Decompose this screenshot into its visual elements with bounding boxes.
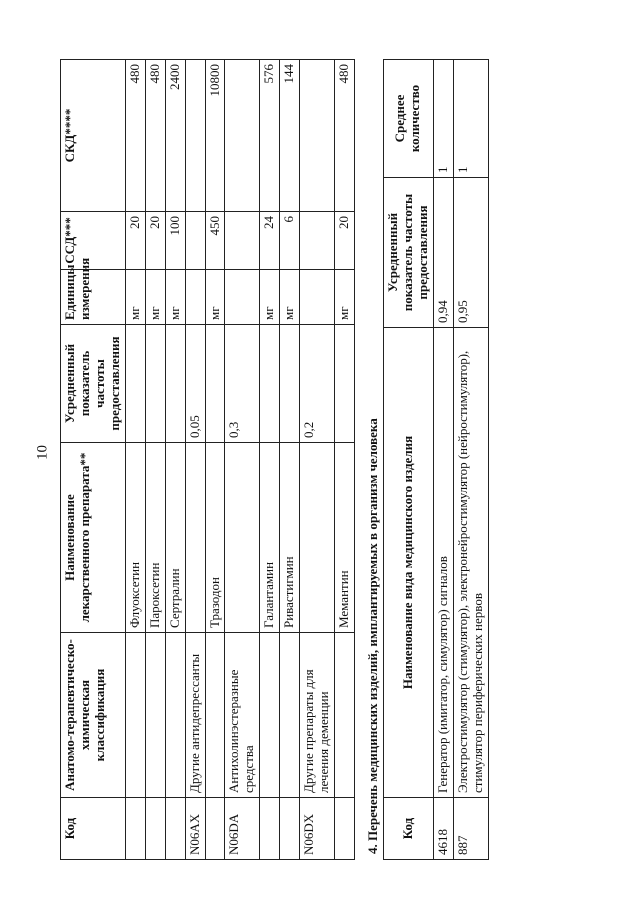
cell-drug: Тразодон	[205, 443, 225, 633]
section-4-title: 4. Перечень медицинских изделий, имплантируемых в организм человека	[365, 418, 380, 854]
cell-ssd	[300, 212, 335, 270]
header-unit: Единицы измерения	[61, 270, 126, 325]
medical-devices-table	[383, 59, 489, 860]
cell-freq: 0,05	[185, 325, 205, 443]
cell-code: N06AX	[185, 798, 205, 860]
cell-freq: 0,95	[453, 178, 488, 328]
cell-ssd: 450	[205, 212, 225, 270]
table-row	[165, 60, 185, 860]
cell-skd: 480	[335, 60, 355, 212]
cell-ssd: 20	[145, 212, 165, 270]
cell-unit	[225, 270, 260, 325]
cell-ssd: 100	[165, 212, 185, 270]
cell-atc: Антихолинэстеразные средства	[225, 633, 260, 798]
header-skd: СКД****	[61, 60, 126, 212]
cell-atc	[165, 633, 185, 798]
cell-unit: мг	[145, 270, 165, 325]
header-code: Код	[384, 798, 434, 860]
cell-atc	[125, 633, 145, 798]
cell-ssd: 6	[280, 212, 300, 270]
cell-skd: 480	[125, 60, 145, 212]
cell-atc: Другие антидепрессанты	[185, 633, 205, 798]
cell-skd: 480	[145, 60, 165, 212]
header-code: Код	[61, 798, 126, 860]
cell-atc	[335, 633, 355, 798]
cell-freq	[165, 325, 185, 443]
rotated-document-content	[60, 60, 640, 860]
header-ssd: ССД***	[61, 212, 126, 270]
cell-atc	[145, 633, 165, 798]
cell-drug	[225, 443, 260, 633]
table-row	[280, 60, 300, 860]
cell-atc	[205, 633, 225, 798]
cell-freq	[335, 325, 355, 443]
header-device-type: Наименование вида медицинского изделия	[384, 328, 434, 798]
cell-atc	[280, 633, 300, 798]
table-row	[433, 60, 453, 860]
page-number: 10	[34, 445, 51, 460]
table-row	[335, 60, 355, 860]
cell-drug	[300, 443, 335, 633]
cell-code	[145, 798, 165, 860]
cell-code	[335, 798, 355, 860]
cell-ssd	[225, 212, 260, 270]
cell-drug: Сертралин	[165, 443, 185, 633]
cell-atc	[260, 633, 280, 798]
cell-ssd: 20	[125, 212, 145, 270]
cell-code	[125, 798, 145, 860]
table-row	[453, 60, 488, 860]
table-row	[260, 60, 280, 860]
table-row	[125, 60, 145, 860]
cell-unit: мг	[205, 270, 225, 325]
cell-freq	[260, 325, 280, 443]
cell-unit	[300, 270, 335, 325]
header-drug-name: Наименование лекарственного препарата**	[61, 443, 126, 633]
cell-code: 887	[453, 798, 488, 860]
table-row	[225, 60, 260, 860]
header-frequency: Усредненный показатель частоты предоставления	[61, 325, 126, 443]
table-row	[300, 60, 335, 860]
cell-device-name: Генератор (имитатор, симулятор) сигналов	[433, 328, 453, 798]
cell-device-name: Электростимулятор (стимулятор), электронейростимулятор (нейростимулятор), стимулятор периферических нервов	[453, 328, 488, 798]
cell-ssd: 24	[260, 212, 280, 270]
cell-freq: 0,3	[225, 325, 260, 443]
cell-code: 4618	[433, 798, 453, 860]
header-atc: Анатомо-терапевтическо-химическая классификация	[61, 633, 126, 798]
cell-unit: мг	[280, 270, 300, 325]
cell-freq	[145, 325, 165, 443]
cell-drug: Мемантин	[335, 443, 355, 633]
cell-atc: Другие препараты для лечения деменции	[300, 633, 335, 798]
cell-drug: Флуоксетин	[125, 443, 145, 633]
cell-code	[280, 798, 300, 860]
table-row	[185, 60, 205, 860]
devices-table-header-row	[384, 60, 434, 860]
header-average-quantity: Среднее количество	[384, 60, 434, 178]
cell-freq	[280, 325, 300, 443]
cell-unit: мг	[260, 270, 280, 325]
cell-freq	[125, 325, 145, 443]
cell-unit: мг	[165, 270, 185, 325]
cell-skd	[185, 60, 205, 212]
cell-skd: 2400	[165, 60, 185, 212]
cell-unit: мг	[125, 270, 145, 325]
cell-drug	[185, 443, 205, 633]
cell-drug: Пароксетин	[145, 443, 165, 633]
header-frequency: Усредненный показатель частоты предоставления	[384, 178, 434, 328]
cell-skd	[225, 60, 260, 212]
drug-table	[60, 59, 355, 860]
cell-qty: 1	[433, 60, 453, 178]
cell-code	[205, 798, 225, 860]
cell-freq	[205, 325, 225, 443]
cell-unit	[185, 270, 205, 325]
cell-code: N06DX	[300, 798, 335, 860]
cell-code	[165, 798, 185, 860]
cell-ssd: 20	[335, 212, 355, 270]
cell-freq: 0,2	[300, 325, 335, 443]
cell-code	[260, 798, 280, 860]
cell-ssd	[185, 212, 205, 270]
table-row	[205, 60, 225, 860]
cell-drug: Галантамин	[260, 443, 280, 633]
cell-skd: 576	[260, 60, 280, 212]
cell-qty: 1	[453, 60, 488, 178]
cell-skd: 144	[280, 60, 300, 212]
cell-drug: Ривастигмин	[280, 443, 300, 633]
drug-table-header-row	[61, 60, 126, 860]
cell-code: N06DA	[225, 798, 260, 860]
cell-skd	[300, 60, 335, 212]
cell-freq: 0,94	[433, 178, 453, 328]
table-row	[145, 60, 165, 860]
cell-skd: 10800	[205, 60, 225, 212]
cell-unit: мг	[335, 270, 355, 325]
